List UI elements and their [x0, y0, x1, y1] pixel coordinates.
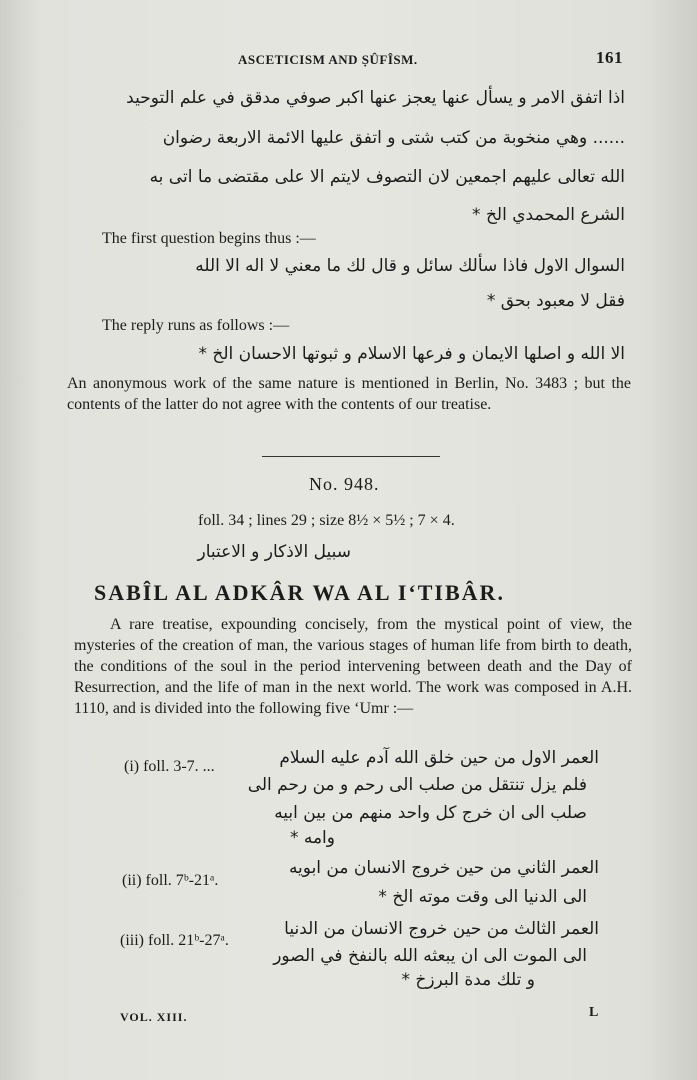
signature-mark: L	[589, 1005, 600, 1020]
item-1-arabic-1: العمر الاول من حين خلق الله آدم عليه السلام	[279, 748, 599, 768]
arabic-title: سبيل الاذكار و الاعتبار	[197, 542, 351, 562]
section-divider	[262, 456, 440, 457]
item-1-label: (i) foll. 3-7. ...	[124, 758, 215, 775]
first-question-arabic-2: فقل لا معبود بحق *	[486, 291, 625, 311]
work-description: A rare treatise, expounding concisely, from the mystical point of view, the mysteries of the creation of man, the various stages of human life from birth to death, the conditions of the soul in the period intervening between death and the Day of Resurrection, and the life of man in the next world. The work was composed in A.H. 1110, and is divided into the following five ‘Umr :—	[74, 616, 632, 717]
volume-label: VOL. XIII.	[120, 1010, 188, 1024]
entry-details: foll. 34 ; lines 29 ; size 8½ × 5½ ; 7 × 4.	[198, 512, 455, 529]
reply-intro: The reply runs as follows :—	[102, 317, 290, 334]
reply-arabic: الا الله و اصلها الايمان و فرعها الاسلام و ثبوتها الاحسان الخ *	[198, 344, 625, 364]
entry-number: No. 948.	[309, 474, 380, 494]
page-number: 161	[596, 48, 623, 67]
item-1-arabic-2: فلم يزل تنتقل من صلب الى رحم و من رحم الى	[247, 775, 587, 795]
item-1-arabic-4: وامه *	[289, 828, 335, 848]
item-2-arabic-2: الى الدنيا الى وقت موته الخ *	[378, 887, 587, 907]
arabic-line-4: الشرع المحمدي الخ *	[472, 205, 625, 225]
running-title: ASCETICISM AND ṢÛFÎSM.	[238, 52, 418, 67]
anonymous-work-note: An anonymous work of the same nature is mentioned in Berlin, No. 3483 ; but the contents of the latter do not agree with the contents of our treatise.	[67, 375, 631, 413]
item-3-arabic-1: العمر الثالث من حين خروج الانسان من الدنيا	[284, 919, 599, 939]
item-3-arabic-3: و تلك مدة البرزخ *	[401, 970, 535, 990]
first-question-arabic-1: السوال الاول فاذا سألك سائل و قال لك ما معني لا اله الا الله	[195, 256, 625, 276]
arabic-line-3: الله تعالى عليهم اجمعين لان التصوف لايتم الا على مقتضى ما اتى به	[149, 167, 625, 187]
item-3-arabic-2: الى الموت الى ان يبعثه الله بالنفخ في الصور	[273, 946, 587, 966]
item-3-label: (iii) foll. 21ᵇ-27ᵃ.	[120, 932, 229, 949]
item-1-arabic-3: صلب الى ان خرج كل واحد منهم من بين ابيه	[274, 803, 587, 823]
arabic-line-1: اذا اتفق الامر و يسأل عنها يعجز عنها اكبر صوفي مدقق في علم التوحيد	[126, 88, 625, 108]
arabic-line-2: ...... وهي منخوبة من كتب شتى و اتفق عليها الائمة الاربعة رضوان	[162, 128, 625, 148]
work-title: SABÎL AL ADKÂR WA AL I‘TIBÂR.	[94, 580, 505, 605]
first-question-intro: The first question begins thus :—	[102, 230, 316, 247]
item-2-arabic-1: العمر الثاني من حين خروج الانسان من ابويه	[288, 858, 599, 878]
item-2-label: (ii) foll. 7ᵇ-21ᵃ.	[122, 872, 219, 889]
